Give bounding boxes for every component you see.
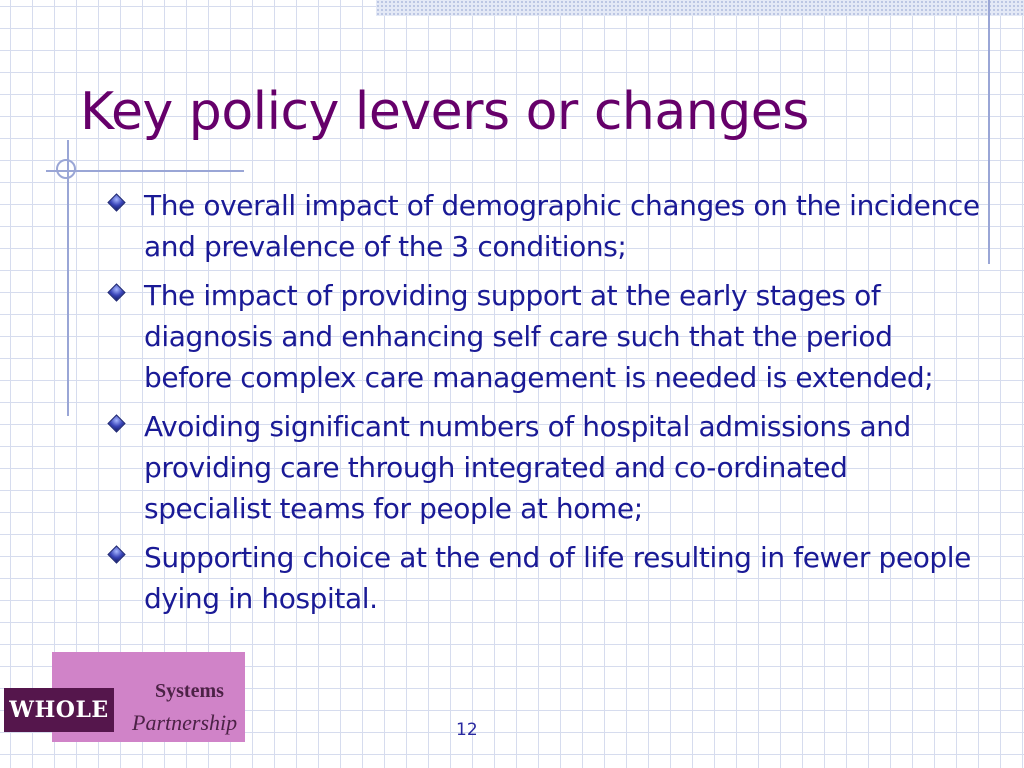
- logo-partnership-text: Partnership: [132, 710, 238, 735]
- page-number: 12: [456, 720, 478, 740]
- diamond-bullet-icon: [107, 283, 125, 301]
- logo-systems-text: Systems: [155, 680, 224, 702]
- bullet-text: The overall impact of demographic changes on the incidence and prevalence of the 3 conditions;: [144, 189, 980, 263]
- logo-whole-block: [4, 688, 114, 732]
- diamond-bullet-icon: [107, 193, 125, 211]
- bullet-item: [102, 537, 982, 619]
- slide-title: Key policy levers or changes: [80, 82, 809, 142]
- diamond-bullet-icon: [107, 414, 125, 432]
- bullet-text: The impact of providing support at the early stages of diagnosis and enhancing self care such that the period before complex care management is needed is extended;: [144, 279, 934, 394]
- circle-ornament-icon: [56, 159, 76, 179]
- left-vertical-rule: [67, 140, 69, 416]
- bullet-text: Avoiding significant numbers of hospital admissions and providing care through integrated and co-ordinated specialist teams for people at home;: [144, 410, 911, 525]
- bullet-list: [102, 185, 982, 627]
- top-dotted-band: [376, 0, 1024, 16]
- bullet-item: [102, 406, 982, 529]
- bullet-item: [102, 275, 982, 398]
- bullet-text: Supporting choice at the end of life resulting in fewer people dying in hospital.: [144, 541, 971, 615]
- logo-whole-text: WHOLE: [9, 697, 109, 723]
- bullet-item: [102, 185, 982, 267]
- right-vertical-rule: [988, 0, 990, 264]
- diamond-bullet-icon: [107, 545, 125, 563]
